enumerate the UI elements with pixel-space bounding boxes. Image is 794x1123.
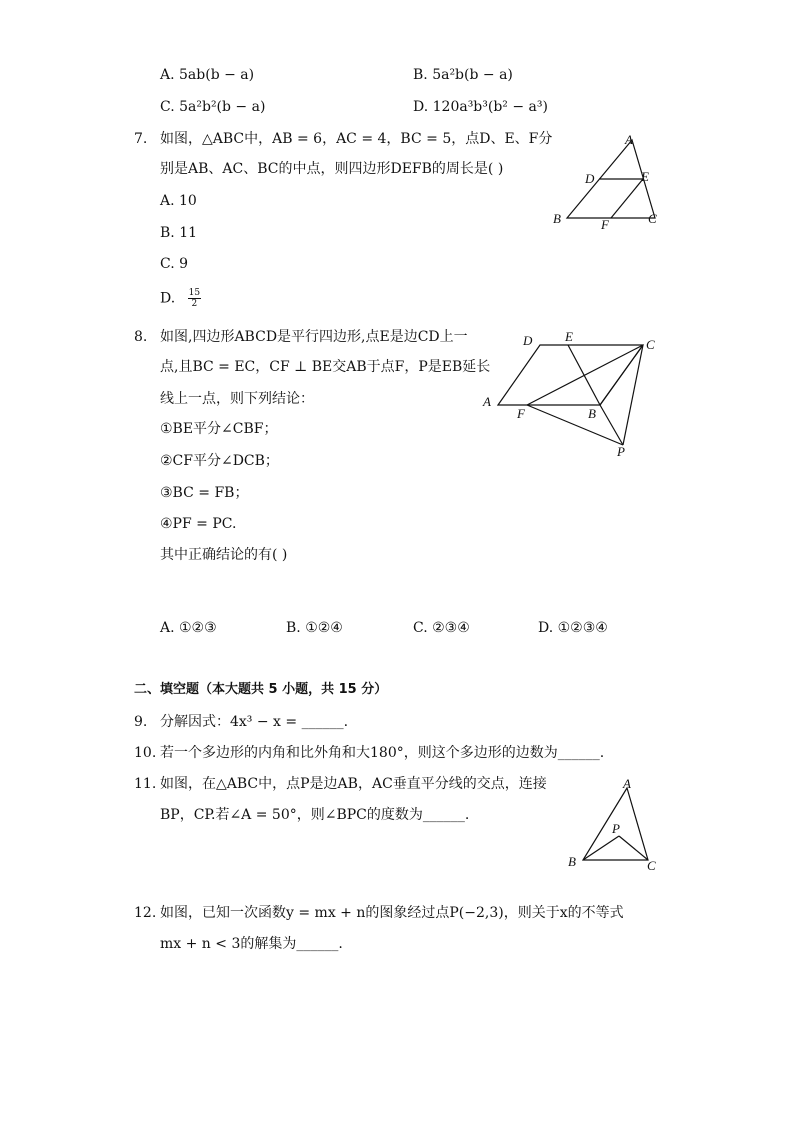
q7-option-c: C. 9: [160, 256, 189, 272]
q7-option-d-fraction: [188, 288, 201, 309]
q11-stem-line1: 如图，在△ABC中，点P是边AB，AC垂直平分线的交点，连接: [160, 776, 547, 792]
q6-option-d: D. 120a³b³(b² − a³): [413, 99, 548, 115]
q7-stem-line2: 别是AB、AC、BC的中点，则四边形DEFB的周长是( ): [160, 161, 504, 177]
section-2-heading: 二、填空题（本大题共 5 小题，共 15 分）: [134, 682, 388, 697]
q11-label-c: C: [647, 858, 656, 873]
q8-label-p: P: [617, 444, 625, 459]
q8-label-e: E: [565, 329, 573, 344]
q8-number: 8.: [134, 329, 148, 345]
q7-option-a: A. 10: [160, 193, 197, 209]
q8-conclusion-2: ②CF平分∠DCB；: [160, 453, 279, 469]
q8-option-c: C. ②③④: [413, 620, 470, 636]
q11-label-b: B: [568, 854, 576, 869]
q7-triangle-figure: [545, 128, 670, 238]
q11-label-p: P: [612, 821, 620, 836]
q8-label-d: D: [523, 333, 533, 348]
q7-label-e: E: [641, 169, 649, 184]
q8-stem-line2: 点,且BC = EC，CF ⊥ BE交AB于点F，P是EB延长: [160, 359, 491, 375]
q7-label-c: C: [648, 211, 657, 226]
q8-segment-fp: [527, 405, 623, 445]
q6-option-c: C. 5a²b²(b − a): [160, 99, 266, 115]
q9-text: 分解因式：4x³ − x = ______.: [160, 714, 349, 730]
q11-number: 11.: [134, 776, 157, 792]
q8-stem-line3: 线上一点，则下列结论：: [160, 391, 314, 407]
q8-option-a: A. ①②③: [160, 620, 217, 636]
q8-option-d: D. ①②③④: [538, 620, 608, 636]
q8-segment-bp: [600, 405, 623, 445]
q8-segment-fc: [527, 345, 643, 405]
q8-conclusion-1: ①BE平分∠CBF；: [160, 421, 278, 437]
q8-conclusion-4: ④PF = PC.: [160, 516, 237, 532]
q8-conclusion-3: ③BC = FB；: [160, 485, 249, 501]
q10-number: 10.: [134, 745, 157, 761]
q8-label-f: F: [517, 406, 525, 421]
q7-label-a: A: [625, 132, 633, 147]
q10-text: 若一个多边形的内角和比外角和大180°，则这个多边形的边数为______.: [160, 745, 605, 761]
q7-option-d-prefix: D.: [160, 290, 176, 307]
q11-segment-cp: [619, 836, 648, 860]
q8-label-b: B: [588, 406, 596, 421]
q8-option-b: B. ①②④: [286, 620, 343, 636]
q7-option-d: [160, 288, 201, 309]
q9-number: 9.: [134, 714, 148, 730]
q8-label-a: A: [483, 394, 491, 409]
q7-label-d: D: [585, 171, 595, 186]
q12-number: 12.: [134, 905, 157, 921]
q8-segment-pc: [623, 345, 643, 445]
q6-option-b: B. 5a²b(b − a): [413, 67, 513, 83]
q8-parallelogram-figure: [475, 325, 670, 465]
q11-stem-line2: BP，CP.若∠A = 50°，则∠BPC的度数为______.: [160, 807, 470, 823]
q7-segment-ef: [611, 179, 643, 218]
q8-question: 其中正确结论的有( ): [160, 547, 288, 563]
q11-triangle-figure: [563, 774, 663, 874]
q7-label-b: B: [553, 211, 561, 226]
q7-stem-line1: 如图，△ABC中，AB = 6，AC = 4，BC = 5，点D、E、F分: [160, 131, 553, 147]
q7-option-b: B. 11: [160, 225, 198, 241]
q7-fraction-numerator: 15: [188, 288, 201, 298]
q8-stem-line1: 如图,四边形ABCD是平行四边形,点E是边CD上一: [160, 329, 468, 345]
q12-stem-line1: 如图，已知一次函数y = mx + n的图象经过点P(−2,3)，则关于x的不等式: [160, 905, 624, 921]
q7-number: 7.: [134, 131, 148, 147]
q8-label-c: C: [646, 337, 655, 352]
q12-stem-line2: mx + n < 3的解集为______.: [160, 936, 343, 952]
q11-label-a: A: [623, 776, 631, 791]
q7-fraction-denominator: 2: [191, 299, 198, 309]
q11-segment-bp: [583, 836, 619, 860]
q6-option-a: A. 5ab(b − a): [160, 67, 255, 83]
q7-label-f: F: [601, 217, 609, 232]
